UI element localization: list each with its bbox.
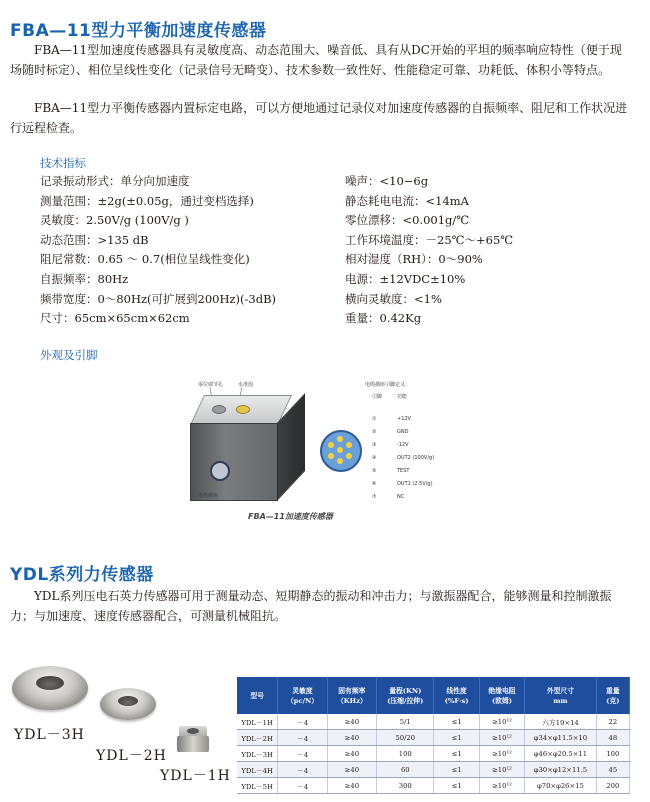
function-column-header: 功能 [397,394,408,400]
table-cell: ≥10¹² [479,778,524,794]
table-cell: YDL－2H [237,730,278,746]
spec-item: 工作环境温度：－25℃～+65℃ [345,232,514,247]
spec-item: 电源：±12VDC±10% [345,271,466,286]
pin-row: ⑦ NC [372,494,405,500]
col-insulation-header: 绝缘电阻 (欧姆) [479,677,524,714]
table-cell: 200 [596,778,629,794]
cable-socket-icon [210,461,230,481]
table-cell: －4 [278,730,327,746]
ydl-1h-label: YDL－1H [160,768,231,784]
pin-row: ⑥ OUT1 (2.5V/g) [372,481,433,487]
spec-item: 尺寸：65cm×65cm×62cm [40,311,190,326]
table-cell: ≥10¹² [479,762,524,778]
table-cell: －4 [278,746,327,762]
table-cell: 48 [596,730,629,746]
cable-socket-label: 电缆插座 [198,493,219,499]
level-bubble-icon [236,405,250,414]
spec-item: 灵敏度：2.50V/g (100V/g ) [40,213,189,228]
table-cell: ≥40 [327,778,376,794]
table-cell: YDL－1H [237,714,278,730]
spec-item: 重量：0.42Kg [345,311,422,326]
pin-list [372,405,482,500]
table-cell: 5/1 [377,714,434,730]
spec-item: 相对湿度（RH）：0～90% [345,252,483,267]
pin-connector-icon [320,430,362,472]
col-weight-header: 重量 (克) [596,677,629,714]
sensor-box [190,395,310,505]
table-row [237,730,630,746]
spec-item: 横向灵敏度：<1% [345,291,442,306]
diagram-caption: FBA—11加速度传感器 [248,512,333,521]
table-cell: 六方19×14 [525,714,597,730]
ring-hole [118,696,138,706]
table-cell: 45 [596,762,629,778]
col-dimensions-header: 外型尺寸 mm [525,677,597,714]
spec-item: 记录振动形式：单分向加速度 [40,174,190,188]
sensor-box-front [190,423,278,501]
table-row [237,778,630,794]
col-range-header: 量程(KN) (压缩/拉伸) [377,677,434,714]
table-cell: ≥10¹² [479,730,524,746]
table-cell: ≥40 [327,762,376,778]
level-bubble-label: 水准泡 [238,382,254,388]
spec-item: 测量范围：±2g(±0.05g，通过变档选择) [40,193,254,208]
ydl-2h-image [100,688,156,720]
ydl-2h-label: YDL－2H [96,748,167,764]
table-cell: ≥40 [327,714,376,730]
spec-item: 动态范围：>135 dB [40,232,149,247]
spec-item: 噪声：<10−6g [345,174,429,188]
table-cell: YDL－5H [237,778,278,794]
spec-item: 阻尼常数：0.65 ～ 0.7(相位呈线性变化) [40,252,250,267]
table-cell: 22 [596,714,629,730]
table-cell: 60 [377,762,434,778]
fba-diagram [160,375,490,525]
table-cell: ≤1 [434,714,479,730]
fba-title: FBA—11型力平衡加速度传感器 [10,21,267,41]
ydl-3h-label: YDL－3H [14,727,85,743]
table-cell: ≤1 [434,762,479,778]
spec-heading: 技术指标 [40,156,86,170]
ydl-3h-image [12,666,88,710]
table-cell: YDL－3H [237,746,278,762]
ydl-title: YDL系列力传感器 [10,565,154,585]
table-cell: 300 [377,778,434,794]
pin-definition-title: 电缆插座引脚定义： [365,382,411,388]
spec-item: 零位漂移：<0.001g/℃ [345,213,470,228]
fba-calibration-paragraph: FBA—11型力平衡传感器内置标定电路，可以方便地通过记录仪对加速度传感器的自振频率、阻尼和工作状况进行远程检查。 [10,101,628,135]
ydl-1h-image [175,726,211,756]
table-cell: ≤1 [434,778,479,794]
table-cell: 100 [596,746,629,762]
table-cell: ≤1 [434,730,479,746]
ring-hole [36,676,64,690]
table-cell: 50/20 [377,730,434,746]
fba-intro-paragraph: FBA—11型加速度传感器具有灵敏度高、动态范围大、噪音低、具有从DC开始的平坦的频率响应特性（便于现场随时标定）、相位呈线性变化（记录信号无畸变）、技术参数一致性好、性能稳定可靠、功耗低、体积小等特点。 [10,43,622,77]
spec-item: 静态耗电电流：<14mA [345,193,469,208]
pin-row: ② GND [372,429,409,435]
table-cell: φ30×φ12×11.5 [525,762,597,778]
col-sensitivity-header: 灵敏度 （pc/N） [278,677,327,714]
table-cell: ≥10¹² [479,746,524,762]
ydl-spec-table [237,677,630,794]
table-cell: YDL－4H [237,762,278,778]
pin-row: ⑤ TEST [372,468,410,474]
spec-item: 频带宽度：0～80Hz(可扩展到200Hz)(-3dB) [40,291,277,306]
pin-row: ① +12V [372,416,411,422]
table-cell: －4 [278,762,327,778]
pin-row: ③ -12V [372,442,409,448]
table-row [237,746,630,762]
table-cell: ≥10¹² [479,714,524,730]
pin-row: ④ OUT2 (100V/g) [372,455,435,461]
spec-list-left [40,172,276,329]
spec-item: 自振频率：80Hz [40,271,129,286]
table-cell: 100 [377,746,434,762]
table-header-row [237,677,630,714]
table-cell: φ46×φ20.5×11 [525,746,597,762]
pin-column-header: 引脚 [372,394,383,400]
table-cell: φ34×φ11.5×10 [525,730,597,746]
col-model-header: 型号 [237,677,278,714]
table-cell: φ70×φ26×15 [525,778,597,794]
table-cell: －4 [278,778,327,794]
table-cell: ≤1 [434,746,479,762]
table-row [237,762,630,778]
col-frequency-header: 固有频率 （KHz） [327,677,376,714]
table-cell: ≥40 [327,746,376,762]
ydl-description-paragraph: YDL系列压电石英力传感器可用于测量动态、短期静态的振动和冲击力；与激振器配合，能够测量和控制激振力；与加速度、速度传感器配合，可测量机械阻抗。 [10,589,612,623]
calibration-hole-icon [212,405,226,414]
table-row [237,714,630,730]
calibration-hole-label: 零位调节孔 [198,382,224,388]
appearance-heading: 外观及引脚 [40,348,98,362]
table-cell: ≥40 [327,730,376,746]
spec-list-right [345,172,513,329]
col-linearity-header: 线性度 (%F·s) [434,677,479,714]
table-cell: －4 [278,714,327,730]
